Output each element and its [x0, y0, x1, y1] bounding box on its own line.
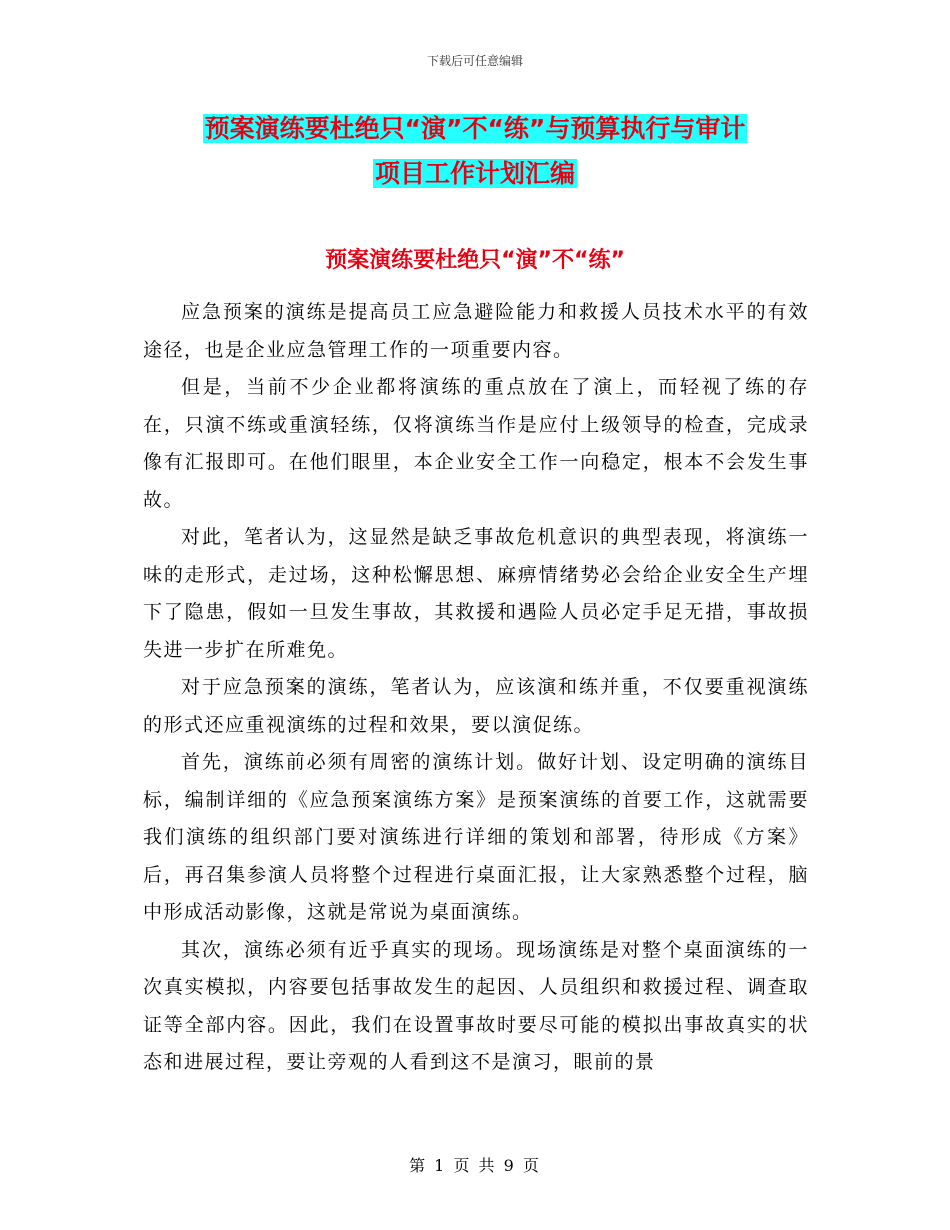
- document-title-line-2-text: 项目工作计划汇编: [374, 159, 575, 188]
- paragraph: 其次，演练必须有近乎真实的现场。现场演练是对整个桌面演练的一次真实模拟，内容要包括事故发生的起因、人员组织和救援过程、调查取证等全部内容。因此，我们在设置事故时要尽可能的模拟出事故真实的状态和进展过程，要让旁观的人看到这不是演习，眼前的景: [143, 938, 809, 1073]
- document-title-line-1-text: 预案演练要杜绝只“演”不“练”与预算执行与审计: [204, 114, 746, 143]
- paragraph: 对于应急预案的演练，笔者认为，应该演和练并重，不仅要重视演练的形式还应重视演练的过程和效果，要以演促练。: [143, 676, 809, 736]
- section-title: 预案演练要杜绝只“演”不“练”: [325, 248, 625, 273]
- paragraph: 首先，演练前必须有周密的演练计划。做好计划、设定明确的演练目标，编制详细的《应急预案演练方案》是预案演练的首要工作，这就需要我们演练的组织部门要对演练进行详细的策划和部署，待形成《方案》后，再召集参演人员将整个过程进行桌面汇报，让大家熟悉整个过程，脑中形成活动影像，这就是常说为桌面演练。: [143, 751, 809, 923]
- paragraph: 应急预案的演练是提高员工应急避险能力和救援人员技术水平的有效途径，也是企业应急管理工作的一项重要内容。: [143, 301, 809, 361]
- body-text: [143, 294, 809, 1082]
- header-note: 下载后可任意编辑: [426, 54, 523, 68]
- document-title-line-2: [0, 157, 950, 191]
- paragraph: 对此，笔者认为，这显然是缺乏事故危机意识的典型表现，将演练一味的走形式，走过场，这种松懈思想、麻痹情绪势必会给企业安全生产埋下了隐患，假如一旦发生事故，其救援和遇险人员必定手足无措，事故损失进一步扩在所难免。: [143, 526, 809, 661]
- page-footer: 第 1 页 共 9 页: [409, 1156, 541, 1175]
- document-title-line-1: [0, 112, 950, 146]
- paragraph: 但是，当前不少企业都将演练的重点放在了演上，而轻视了练的存在，只演不练或重演轻练，仅将演练当作是应付上级领导的检查，完成录像有汇报即可。在他们眼里，本企业安全工作一向稳定，根本不会发生事故。: [143, 376, 809, 511]
